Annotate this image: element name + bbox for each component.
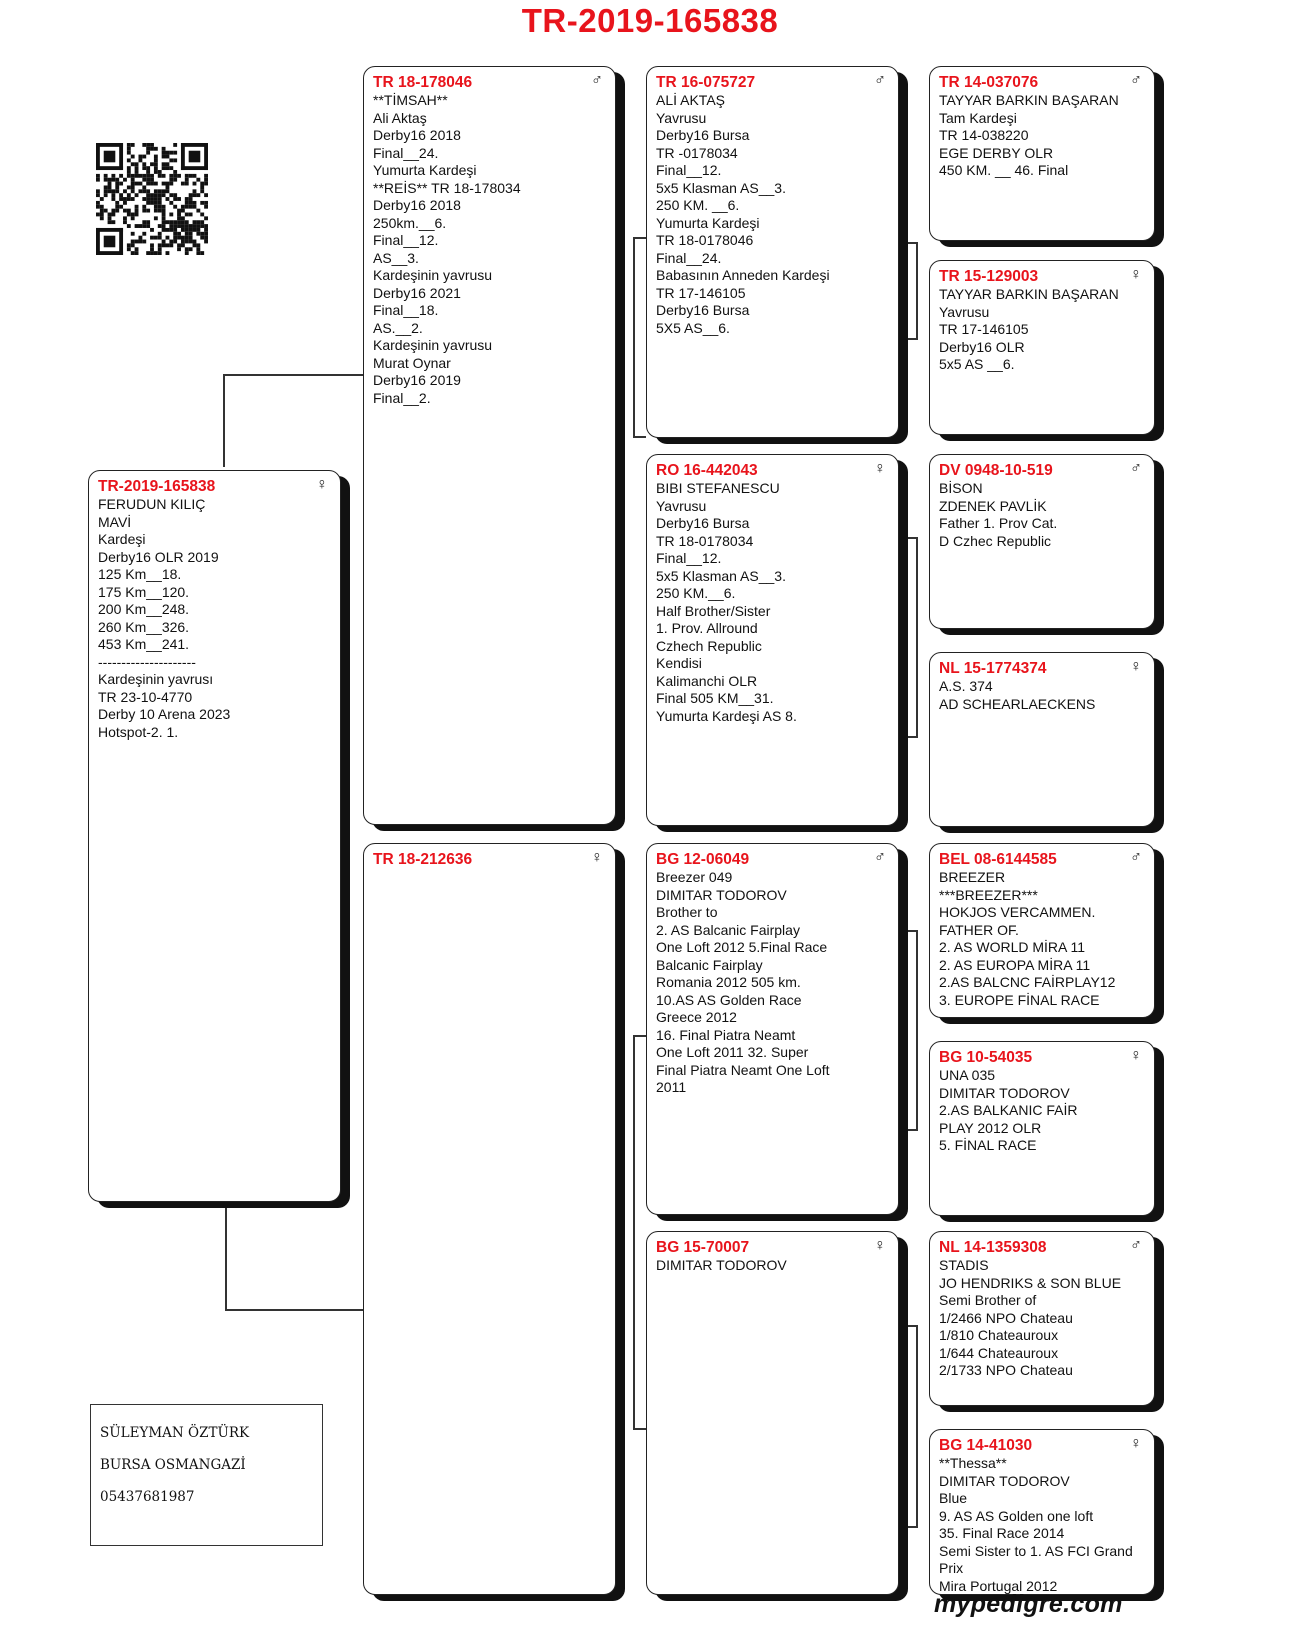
card-line: AS.__2.: [373, 319, 423, 336]
card-line: 2. AS Balcanic Fairplay: [656, 921, 800, 938]
card-line: FATHER OF.: [939, 921, 1019, 938]
female-icon: ♀: [1130, 658, 1142, 675]
card-line: AD SCHEARLAECKENS: [939, 695, 1096, 712]
card-line: Derby16 2021: [373, 284, 461, 301]
ring-number: BG 14-41030: [939, 1437, 1033, 1454]
card-line: Derby16 2018: [373, 197, 461, 213]
connector-line: [633, 1035, 635, 1429]
card-line: Yumurta Kardeşi: [656, 214, 760, 231]
card-line: 9. AS AS Golden one loft: [939, 1507, 1094, 1524]
card-line: STADIS: [939, 1257, 989, 1273]
card-line: DIMITAR TODOROV: [939, 1472, 1070, 1489]
card-line: Kendisi: [656, 655, 702, 671]
connector-line: [225, 1309, 363, 1311]
card-line: D Czhec Republic: [939, 532, 1052, 549]
card-line: Final__18.: [373, 302, 439, 318]
ring-number: NL 14-1359308: [939, 1239, 1047, 1256]
female-icon: ♀: [591, 849, 603, 866]
male-icon: ♂: [1130, 72, 1142, 89]
card-line: Kardeşinin yavrusı: [98, 671, 214, 687]
pedigree-title: TR-2019-165838: [521, 2, 779, 39]
brand-logo: mypedigre.com: [934, 1590, 1123, 1618]
card-line: AS__3.: [373, 249, 419, 266]
owner-name: SÜLEYMAN ÖZTÜRK: [100, 1425, 250, 1441]
card-line: TR 14-038220: [939, 127, 1029, 143]
connector-line: [908, 338, 918, 340]
card-line: Blue: [939, 1490, 968, 1506]
connector-line: [633, 1428, 646, 1430]
card-line: **TİMSAH**: [373, 92, 448, 108]
card-line: 5x5 Klasman AS__3.: [656, 567, 786, 584]
card-line: DIMITAR TODOROV: [656, 1257, 787, 1273]
card-line: Mira Portugal 2012: [939, 1577, 1058, 1594]
female-icon: ♀: [1130, 1435, 1142, 1452]
card-lines: [939, 869, 1145, 1009]
card-line: Greece 2012: [656, 1009, 737, 1025]
pigeon-card-ggp-1: [929, 66, 1155, 241]
card-line: 250km.__6.: [373, 214, 447, 231]
ring-number: TR 18-212636: [373, 851, 473, 868]
card-line: Prix: [939, 1560, 964, 1576]
connector-line: [908, 1325, 918, 1327]
ring-number: RO 16-442043: [656, 462, 758, 479]
card-line: Final__12.: [373, 232, 439, 248]
card-lines: [939, 1257, 1145, 1380]
card-line: 250 KM. __6.: [656, 197, 740, 213]
card-line: 125 Km__18.: [98, 566, 182, 582]
card-line: UNA 035: [939, 1067, 996, 1083]
card-line: 5x5 Klasman AS__3.: [656, 179, 786, 196]
card-line: Yavrusu: [656, 497, 707, 514]
card-line: ALİ AKTAŞ: [656, 92, 725, 108]
card-line: 5x5 AS __6.: [939, 356, 1015, 372]
male-icon: ♂: [874, 849, 886, 866]
owner-location: BURSA OSMANGAZİ: [100, 1457, 246, 1473]
card-line: Final 505 KM__31.: [656, 690, 774, 706]
pigeon-card-subject: [88, 470, 341, 1202]
card-line: Kardeşi: [98, 531, 146, 547]
connector-line: [225, 1205, 227, 1310]
pigeon-card-ggp-3: [929, 454, 1155, 629]
card-line: 10.AS AS Golden Race: [656, 991, 802, 1008]
card-line: Derby16 2019: [373, 372, 461, 388]
card-line: ---------------------: [98, 653, 196, 670]
pigeon-card-ggp-5: [929, 843, 1155, 1018]
ring-number: NL 15-1774374: [939, 660, 1047, 677]
card-line: Derby16 Bursa: [656, 127, 750, 143]
card-line: Yavrusu: [939, 303, 990, 320]
ring-number: TR 16-075727: [656, 74, 756, 91]
ring-number: BG 10-54035: [939, 1049, 1033, 1066]
connector-line: [916, 930, 918, 1130]
pigeon-card-sire-sire: [646, 66, 899, 438]
card-line: Final__12.: [656, 162, 722, 178]
card-line: Final__12.: [656, 550, 722, 566]
card-line: BIBI STEFANESCU: [656, 480, 780, 496]
pigeon-card-ggp-2: [929, 260, 1155, 435]
owner-info-box: [90, 1404, 323, 1546]
card-line: HOKJOS VERCAMMEN.: [939, 904, 1096, 920]
card-line: A.S. 374: [939, 678, 993, 694]
card-line: 35. Final Race 2014: [939, 1525, 1065, 1541]
card-line: Kardeşinin yavrusu: [373, 337, 493, 353]
pigeon-card-ggp-6: [929, 1041, 1155, 1216]
ring-number: BG 12-06049: [656, 851, 750, 868]
pigeon-card-ggp-8: [929, 1429, 1155, 1595]
pigeon-card-dam-dam: [646, 1231, 899, 1595]
card-line: 2.AS BALKANIC FAİR: [939, 1102, 1078, 1118]
card-line: Czhech Republic: [656, 637, 762, 654]
card-line: 200 Km__248.: [98, 601, 190, 617]
connector-line: [633, 237, 635, 437]
card-line: TR 18-0178046: [656, 232, 754, 248]
card-line: Derby16 Bursa: [656, 515, 750, 531]
card-line: One Loft 2012 5.Final Race: [656, 939, 828, 955]
card-line: 2011: [656, 1079, 687, 1095]
connector-line: [223, 374, 363, 376]
connector-line: [908, 736, 918, 738]
card-line: Yumurta Kardeşi AS 8.: [656, 707, 797, 724]
pigeon-card-sire: [363, 66, 616, 825]
card-line: 260 Km__326.: [98, 618, 190, 635]
pigeon-card-dam: [363, 843, 616, 1595]
card-line: Final__24.: [373, 144, 439, 161]
card-line: Half Brother/Sister: [656, 602, 771, 619]
card-line: Semi Brother of: [939, 1292, 1037, 1308]
card-lines: [98, 496, 331, 741]
card-lines: [939, 678, 1145, 713]
card-line: Hotspot-2. 1.: [98, 723, 179, 740]
card-lines: [939, 480, 1145, 550]
ring-number: BEL 08-6144585: [939, 851, 1057, 868]
male-icon: ♂: [591, 72, 603, 89]
card-line: EGE DERBY OLR: [939, 144, 1054, 161]
ring-number: TR-2019-165838: [98, 478, 216, 495]
card-line: TR 18-0178034: [656, 532, 754, 549]
card-line: Babasının Anneden Kardeşi: [656, 267, 830, 283]
card-line: One Loft 2011 32. Super: [656, 1044, 809, 1060]
card-line: ***BREEZER***: [939, 886, 1038, 903]
card-line: MAVİ: [98, 513, 132, 530]
card-line: 5. FİNAL RACE: [939, 1137, 1037, 1153]
ring-number: DV 0948-10-519: [939, 462, 1053, 479]
connector-line: [908, 930, 918, 932]
male-icon: ♂: [1130, 1237, 1142, 1254]
owner-phone: 05437681987: [100, 1489, 195, 1505]
card-lines: [939, 92, 1145, 180]
connector-line: [916, 242, 918, 339]
card-line: 453 Km__241.: [98, 636, 190, 652]
connector-line: [908, 1526, 918, 1528]
card-line: 5X5 AS__6.: [656, 319, 730, 336]
card-line: 3. EUROPE FİNAL RACE: [939, 991, 1100, 1008]
connector-line: [916, 1325, 918, 1527]
card-line: Final__2.: [373, 389, 431, 406]
ring-number: TR 15-129003: [939, 268, 1039, 285]
connector-line: [908, 242, 918, 244]
card-line: Final Piatra Neamt One Loft: [656, 1061, 830, 1078]
card-line: Balcanic Fairplay: [656, 956, 763, 973]
card-line: 1/2466 NPO Chateau: [939, 1309, 1073, 1326]
pigeon-card-ggp-7: [929, 1231, 1155, 1406]
card-lines: [656, 92, 889, 337]
pigeon-card-sire-dam: [646, 454, 899, 826]
male-icon: ♂: [1130, 460, 1142, 477]
card-line: Tam Kardeşi: [939, 109, 1017, 126]
pigeon-card-dam-sire: [646, 843, 899, 1215]
card-line: Derby 10 Arena 2023: [98, 706, 231, 722]
card-line: 175 Km__120.: [98, 583, 190, 600]
female-icon: ♀: [1130, 1047, 1142, 1064]
pigeon-card-ggp-4: [929, 652, 1155, 827]
connector-line: [916, 537, 918, 737]
male-icon: ♂: [874, 72, 886, 89]
ring-number: TR 18-178046: [373, 74, 473, 91]
ring-number: BG 15-70007: [656, 1239, 750, 1256]
connector-line: [633, 1035, 646, 1037]
ring-number: TR 14-037076: [939, 74, 1039, 91]
card-lines: [656, 480, 889, 725]
card-line: DIMITAR TODOROV: [939, 1084, 1070, 1101]
card-line: Final__24.: [656, 249, 722, 266]
card-line: PLAY 2012 OLR: [939, 1119, 1042, 1136]
card-line: **Thessa**: [939, 1455, 1007, 1471]
female-icon: ♀: [1130, 266, 1142, 283]
card-line: DIMITAR TODOROV: [656, 886, 787, 903]
card-line: ZDENEK PAVLİK: [939, 497, 1047, 514]
card-line: Romania 2012 505 km.: [656, 974, 801, 990]
card-lines: [656, 869, 889, 1097]
card-line: Brother to: [656, 904, 718, 920]
card-line: Derby16 2018: [373, 127, 461, 143]
card-line: TAYYAR BARKIN BAŞARAN: [939, 286, 1119, 302]
card-line: Yumurta Kardeşi: [373, 162, 477, 178]
connector-line: [223, 374, 225, 467]
connector-line: [633, 237, 646, 239]
card-line: BREEZER: [939, 869, 1006, 885]
card-line: Semi Sister to 1. AS FCI Grand: [939, 1542, 1133, 1559]
card-line: TR 23-10-4770: [98, 688, 193, 705]
card-line: 450 KM. __ 46. Final: [939, 162, 1069, 178]
connector-line: [908, 1129, 918, 1131]
card-line: 1. Prov. Allround: [656, 620, 758, 636]
card-line: 2. AS WORLD MİRA 11: [939, 939, 1086, 955]
card-line: Derby16 OLR 2019: [98, 548, 219, 565]
card-line: **REİS** TR 18-178034: [373, 179, 521, 196]
card-line: FERUDUN KILIÇ: [98, 496, 206, 512]
card-line: TR -0178034: [656, 144, 738, 161]
card-line: BİSON: [939, 480, 983, 496]
connector-line: [908, 537, 918, 539]
card-lines: [939, 286, 1145, 374]
card-line: Kardeşinin yavrusu: [373, 267, 493, 283]
connector-line: [633, 436, 646, 438]
card-line: TAYYAR BARKIN BAŞARAN: [939, 92, 1119, 108]
card-line: Breezer 049: [656, 869, 733, 885]
female-icon: ♀: [874, 460, 886, 477]
card-line: Derby16 OLR: [939, 338, 1025, 355]
card-line: Kalimanchi OLR: [656, 672, 758, 689]
card-line: Yavrusu: [656, 109, 707, 126]
female-icon: ♀: [316, 476, 328, 493]
female-icon: ♀: [874, 1237, 886, 1254]
card-line: Ali Aktaş: [373, 109, 427, 126]
card-line: Derby16 Bursa: [656, 302, 750, 318]
card-lines: [373, 92, 606, 407]
card-line: 1/644 Chateauroux: [939, 1344, 1059, 1361]
card-line: TR 17-146105: [939, 321, 1029, 337]
card-line: 2/1733 NPO Chateau: [939, 1362, 1073, 1378]
card-line: JO HENDRIKS & SON BLUE: [939, 1274, 1122, 1291]
card-lines: [939, 1067, 1145, 1155]
male-icon: ♂: [1130, 849, 1142, 866]
card-line: Murat Oynar: [373, 354, 451, 371]
card-lines: [939, 1455, 1145, 1595]
qr-code-icon: [96, 143, 208, 255]
card-line: 2. AS EUROPA MİRA 11: [939, 956, 1091, 973]
card-line: Father 1. Prov Cat.: [939, 515, 1058, 531]
card-line: 250 KM.__6.: [656, 585, 736, 601]
card-line: TR 17-146105: [656, 284, 746, 301]
card-line: 2.AS BALCNC FAİRPLAY12: [939, 974, 1116, 990]
card-line: 1/810 Chateauroux: [939, 1327, 1059, 1343]
card-line: 16. Final Piatra Neamt: [656, 1026, 796, 1043]
card-lines: [656, 1257, 889, 1275]
